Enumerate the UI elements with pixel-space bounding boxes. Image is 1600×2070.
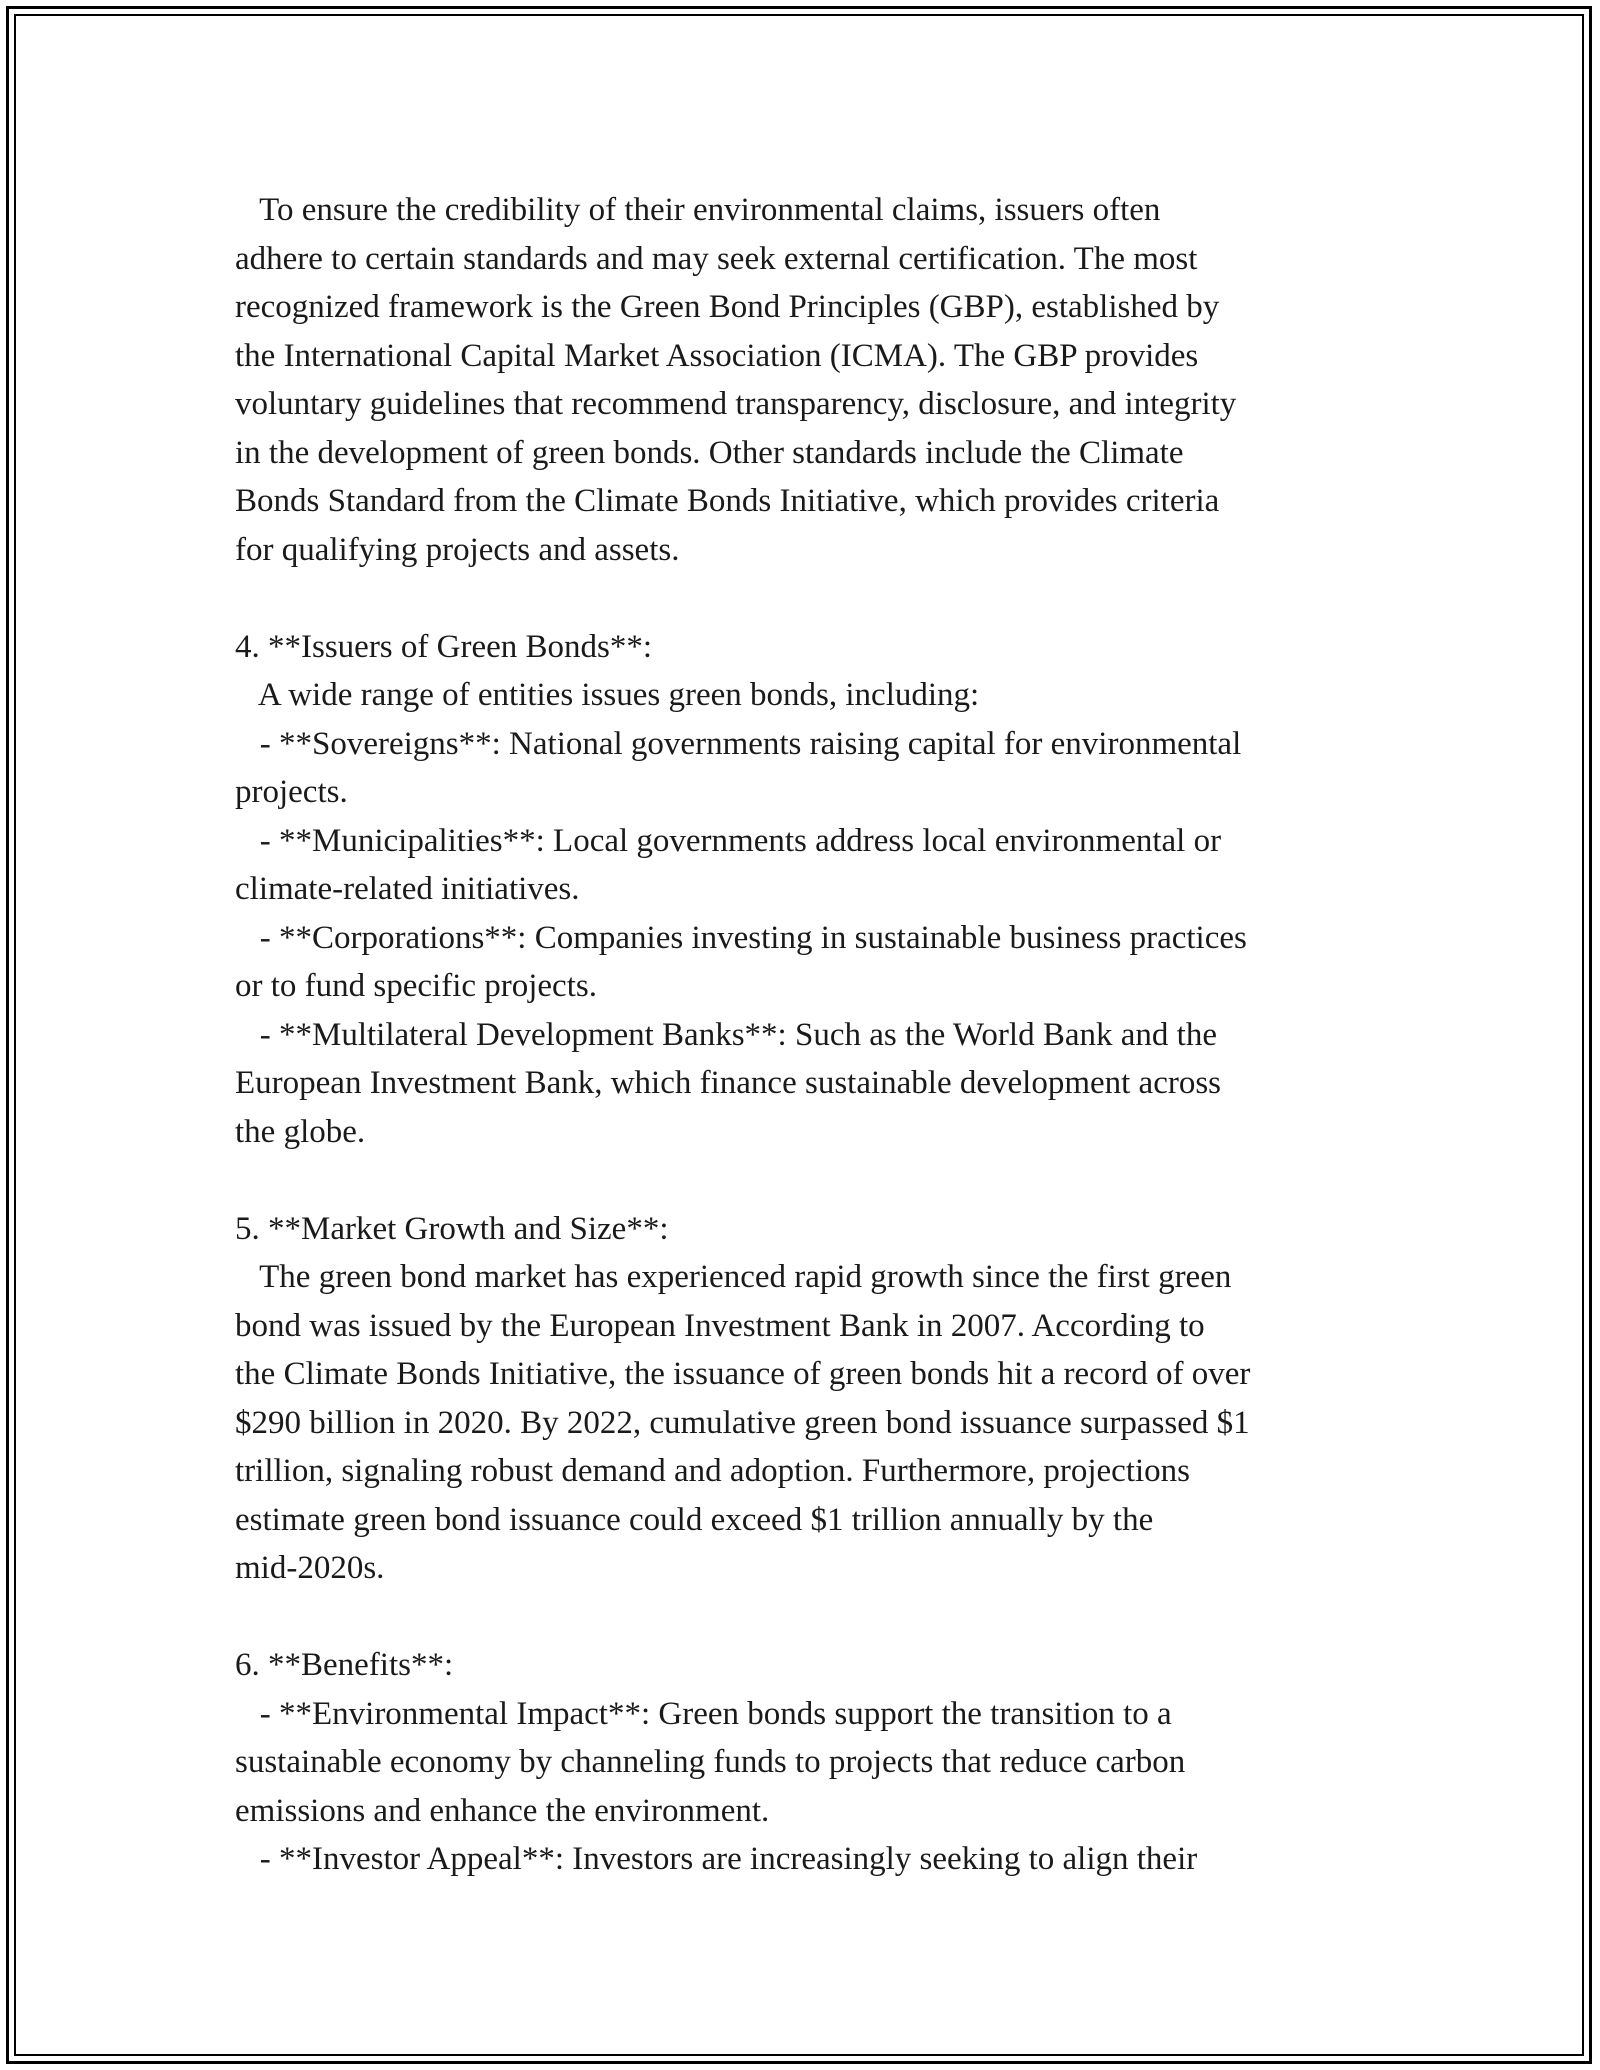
text-line: Bonds Standard from the Climate Bonds Initiative, which provides criteria [235,483,1220,519]
text-line: To ensure the credibility of their environmental claims, issuers often [235,192,1161,228]
section-heading: 5. **Market Growth and Size**: [235,1210,669,1247]
list-item: - **Investor Appeal**: Investors are increasingly seeking to align their [235,1841,1198,1877]
text-line: the Climate Bonds Initiative, the issuance of green bonds hit a record of over [235,1356,1251,1392]
text-line: A wide range of entities issues green bonds, including: [235,677,980,713]
text-line: recognized framework is the Green Bond Principles (GBP), established by [235,289,1220,325]
text-line: the International Capital Market Association (ICMA). The GBP provides [235,337,1199,374]
list-item: - **Environmental Impact**: Green bonds support the transition to a [235,1695,1172,1732]
text-line: or to fund specific projects. [235,968,597,1004]
text-line: emissions and enhance the environment. [235,1792,770,1829]
text-line: bond was issued by the European Investment Bank in 2007. According to [235,1307,1205,1344]
list-item: - **Corporations**: Companies investing in sustainable business practices [235,919,1247,956]
text-line: in the development of green bonds. Other standards include the Climate [235,434,1184,471]
text-line: $290 billion in 2020. By 2022, cumulative green bond issuance surpassed $1 [235,1404,1250,1441]
text-line: European Investment Bank, which finance sustainable development across [235,1065,1222,1101]
blank-line [235,1156,1385,1205]
text-line: trillion, signaling robust demand and adoption. Furthermore, projections [235,1453,1191,1489]
text-line: sustainable economy by channeling funds to projects that reduce carbon [235,1744,1186,1780]
text-line: The green bond market has experienced rapid growth since the first green [235,1259,1232,1295]
text-line: estimate green bond issuance could exceed $1 trillion annually by the [235,1501,1154,1538]
text-line: the globe. [235,1113,366,1150]
text-line: projects. [235,774,348,810]
text-line: mid-2020s. [235,1550,385,1586]
blank-line [235,574,1385,623]
text-line: climate-related initiatives. [235,871,580,907]
section-heading: 4. **Issuers of Green Bonds**: [235,628,653,665]
list-item: - **Multilateral Development Banks**: Such as the World Bank and the [235,1016,1217,1053]
blank-line [235,1593,1385,1642]
text-line: adhere to certain standards and may seek external certification. The most [235,240,1198,277]
list-item: - **Sovereigns**: National governments raising capital for environmental [235,725,1242,762]
section-heading: 6. **Benefits**: [235,1647,454,1683]
text-line: for qualifying projects and assets. [235,531,680,568]
text-line: voluntary guidelines that recommend transparency, disclosure, and integrity [235,386,1237,422]
document-body [235,186,1385,1884]
list-item: - **Municipalities**: Local governments address local environmental or [235,822,1222,859]
